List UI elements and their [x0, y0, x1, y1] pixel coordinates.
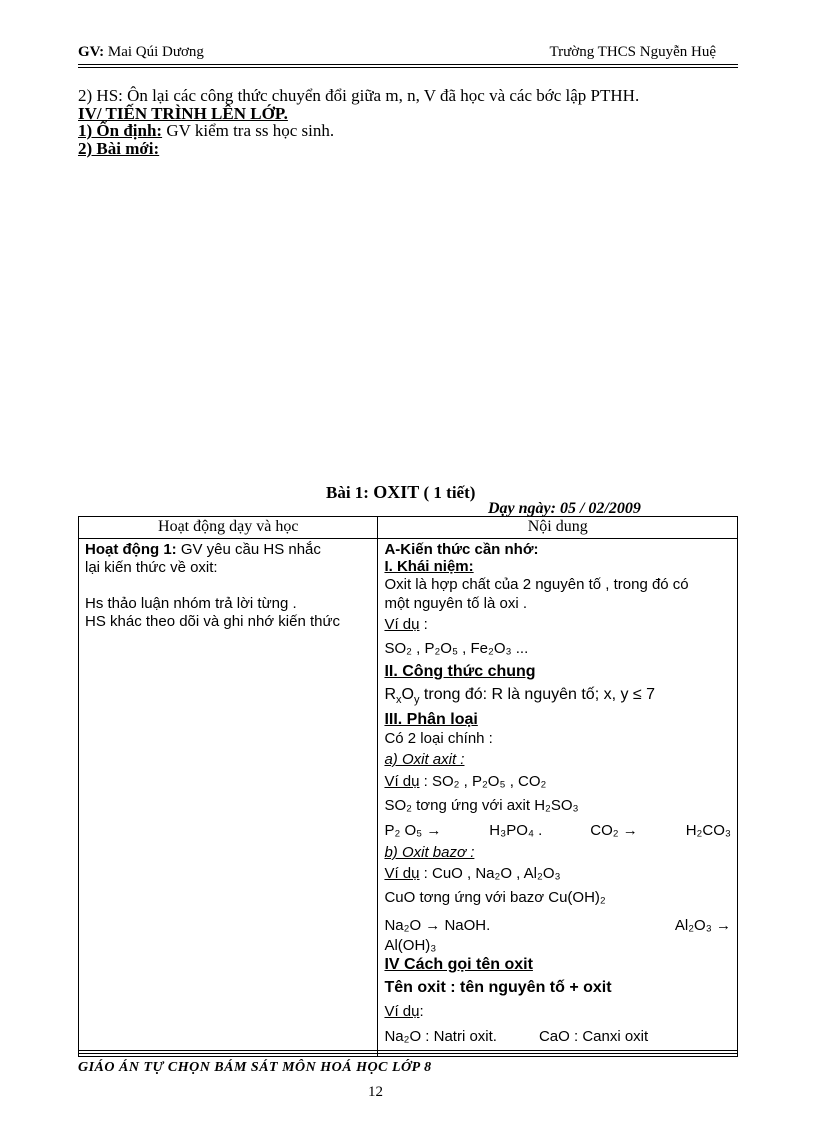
activity-line-3: Hs thảo luận nhóm trả lời từng .	[85, 595, 297, 612]
vidu-bazo-text: : CuO , Na₂O , Al₂O₃	[419, 865, 561, 883]
activity-line-2: lại kiến thức về oxit:	[85, 559, 218, 576]
oxit-bazo-heading: b) Oxit bazơ :	[384, 844, 475, 862]
phan-loai-heading: III. Phân loại	[384, 711, 478, 729]
teacher-name: Mai Qúi Dương	[107, 44, 204, 60]
vidu-colon: :	[419, 616, 428, 633]
ten-oxit-rule: Tên oxit : tên nguyên tố + oxit	[384, 979, 612, 997]
vidu-axit-line	[384, 770, 731, 794]
vidu-bazo-label: Ví dụ	[384, 865, 420, 883]
title-suffix: ( 1 tiết)	[423, 483, 476, 502]
lesson-date: Dạy ngày: 05 / 02/2009	[488, 500, 641, 517]
co-2-loai: Có 2 loại chính :	[384, 730, 493, 748]
page-number: 12	[368, 1084, 383, 1100]
examples-line: SO₂ , P₂O₅ , Fe₂O₃ ...	[384, 640, 529, 657]
formula-x: x	[396, 694, 402, 707]
a-heading: A-Kiến thức cần nhớ:	[384, 541, 539, 558]
activity-line-1	[85, 541, 371, 559]
header-hoat-dong: Hoạt động dạy và học	[79, 517, 378, 539]
khai-niem-heading: I. Khái niệm:	[384, 558, 474, 575]
header-noi-dung: Nội dung	[378, 517, 738, 539]
title-prefix: Bài 1:	[326, 483, 369, 502]
oxit-axit-heading: a) Oxit axit :	[384, 751, 465, 769]
activity-cell	[79, 539, 378, 1057]
bai-moi: 2) Bài mới:	[78, 139, 160, 158]
cong-thuc-heading: II. Công thức chung	[384, 663, 536, 680]
al2o3-arrow: Al₂O₃ →	[674, 917, 731, 935]
header-rule	[78, 64, 738, 65]
cuo-line: CuO tơng ứng với bazơ Cu(OH)₂	[384, 889, 606, 907]
footer-text: GIÁO ÁN TỰ CHỌN BÁM SÁT MÔN HOÁ HỌC LỚP 8	[78, 1060, 432, 1075]
on-dinh-text: GV kiểm tra ss học sinh.	[162, 121, 335, 140]
activity-line-4: HS khác theo dõi và ghi nhớ kiến thức	[85, 613, 341, 630]
formula-r: R	[384, 686, 397, 703]
footer-rule	[78, 1050, 738, 1051]
activity-text: GV yêu cầu HS nhắc	[176, 541, 321, 558]
content-cell	[378, 539, 738, 1057]
vidu-2-line: Ví dụ:	[384, 1003, 424, 1021]
co2-arrow: CO₂ →	[590, 822, 638, 840]
activity-label: Hoạt động 1:	[85, 541, 177, 558]
table-header-row	[79, 517, 738, 539]
header-teacher	[78, 44, 204, 61]
vidu-label: Ví dụ	[384, 616, 420, 633]
h2co3: H₂CO₃	[685, 822, 731, 840]
header-rule-2	[78, 67, 738, 68]
so2-line: SO₂ tơng ứng với axit H₂SO₃	[384, 797, 579, 815]
title-name: OXIT	[373, 482, 420, 502]
definition-line-2: một nguyên tố là oxi .	[384, 595, 528, 612]
h3po4: H₃PO₄ .	[489, 822, 543, 840]
canxi-oxit: CaO : Canxi oxit	[538, 1028, 649, 1046]
formula-y: y	[413, 694, 420, 707]
vidu-axit-label: Ví dụ	[384, 773, 420, 791]
definition-line-1: Oxit là hợp chất của 2 nguyên tố , trong đó có	[384, 576, 689, 593]
lesson-table	[78, 516, 738, 1057]
bazo-conversion-line	[384, 914, 731, 938]
vidu-line	[384, 613, 731, 637]
p2o5-arrow: P₂ O₅ →	[384, 822, 442, 840]
cach-goi-heading: IV Cách gọi tên oxit	[384, 956, 533, 974]
footer-rule-2	[78, 1053, 738, 1054]
vidu-axit-text: : SO₂ , P₂O₅ , CO₂	[419, 773, 547, 791]
naming-example-line	[384, 1024, 731, 1050]
on-dinh-line	[78, 121, 334, 140]
header-school: Trường THCS Nguyễn Huệ	[549, 44, 716, 60]
on-dinh-label: 1) Ổn định:	[78, 121, 163, 140]
section-heading: IV/ TIẾN TRÌNH LÊN LỚP.	[78, 104, 288, 123]
table-row	[79, 539, 738, 1057]
lesson-title	[326, 482, 475, 503]
formula-line	[384, 683, 731, 712]
formula-text: trong đó: R là nguyên tố; x, y ≤ 7	[419, 686, 656, 703]
axit-conversion-line	[384, 818, 731, 844]
na2o-arrow: Na₂O → NaOH.	[384, 917, 491, 935]
natri-oxit: Na₂O : Natri oxit.	[384, 1028, 497, 1046]
formula-o: O	[401, 686, 414, 703]
aloh3: Al(OH)₃	[384, 937, 437, 955]
vidu-2-label: Ví dụ	[384, 1003, 420, 1021]
gv-label: GV:	[78, 44, 105, 60]
intro-line-1: 2) HS: Ôn lại các công thức chuyển đổi giữa m, n, V đã học và các bớc lập PTHH.	[78, 86, 640, 105]
vidu-bazo-line	[384, 862, 731, 886]
